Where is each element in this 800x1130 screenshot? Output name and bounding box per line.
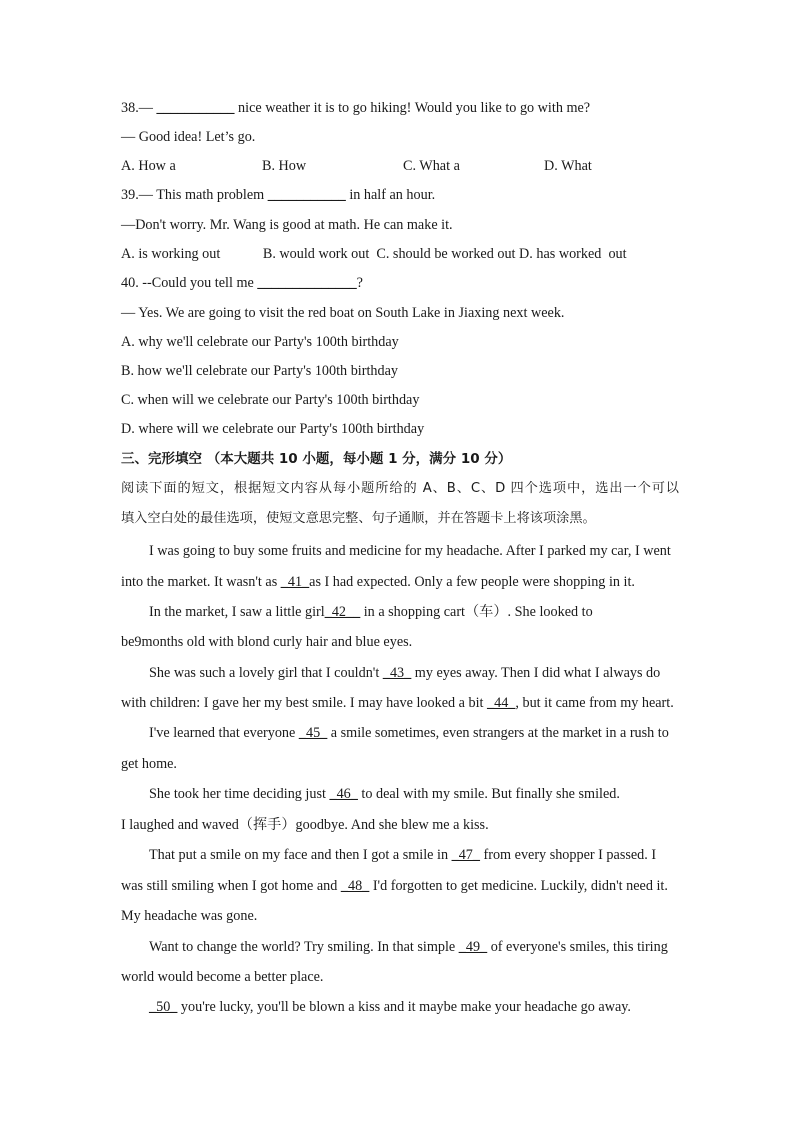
passage-p5-line1: She took her time deciding just _46_ to deal with my smile. But finally she smiled. bbox=[149, 786, 620, 802]
passage-p7-line2: world would become a better place. bbox=[121, 969, 324, 985]
passage-p3-line1: She was such a lovely girl that I couldn't _43_ my eyes away. Then I did what I always do bbox=[149, 665, 661, 681]
blank-42: _42__ bbox=[324, 604, 361, 620]
q40-option-d: D. where will we celebrate our Party's 100th birthday bbox=[121, 421, 425, 437]
passage-p5-line2: I laughed and waved（挥手）goodbye. And she blew me a kiss. bbox=[121, 817, 489, 833]
q38-blank: ___________ bbox=[156, 100, 235, 116]
passage-p4-line1: I've learned that everyone _45_ a smile sometimes, even strangers at the market in a rush to bbox=[149, 725, 669, 741]
section-instructions-line2: 填入空白处的最佳选项，使短文意思完整、句子通顺，并在答题卡上将该项涂黑。 bbox=[121, 511, 596, 526]
passage-p4-line2: get home. bbox=[121, 756, 177, 772]
blank-47: _47_ bbox=[451, 847, 480, 863]
passage-p2-line1: In the market, I saw a little girl_42__ in a shopping cart（车）. She looked to bbox=[149, 604, 593, 620]
q38-option-a: A. How a bbox=[121, 158, 176, 174]
passage-p6-line2: was still smiling when I got home and _48_ I'd forgotten to get medicine. Luckily, didn't need it. bbox=[121, 878, 668, 894]
q38-stem: 38.— ___________ nice weather it is to go hiking! Would you like to go with me? bbox=[121, 100, 591, 116]
q40-option-c: C. when will we celebrate our Party's 100th birthday bbox=[121, 392, 420, 408]
q39-blank: ___________ bbox=[267, 187, 346, 203]
passage-p3-line2: with children: I gave her my best smile. I may have looked a bit _44_, but it came from my heart. bbox=[121, 695, 674, 711]
q39-stem: 39.— This math problem ___________ in half an hour. bbox=[121, 187, 436, 203]
q40-option-b: B. how we'll celebrate our Party's 100th birthday bbox=[121, 363, 398, 379]
blank-41: _41_ bbox=[280, 574, 310, 590]
blank-45: _45_ bbox=[298, 725, 328, 741]
q40-stem: 40. --Could you tell me ______________? bbox=[121, 275, 363, 291]
blank-48: _48_ bbox=[340, 878, 370, 894]
passage-p2-line2: be9months old with blond curly hair and blue eyes. bbox=[121, 634, 413, 650]
q40-reply: — Yes. We are going to visit the red boat on South Lake in Jiaxing next week. bbox=[121, 305, 565, 321]
blank-43: _43_ bbox=[382, 665, 412, 681]
passage-p6-line3: My headache was gone. bbox=[121, 908, 258, 924]
blank-44: _44_ bbox=[487, 695, 516, 711]
q40-blank: ______________ bbox=[257, 275, 357, 291]
q39-reply: —Don't worry. Mr. Wang is good at math. He can make it. bbox=[121, 217, 453, 233]
blank-46: _46_ bbox=[329, 786, 358, 802]
blank-50: _50_ bbox=[149, 999, 178, 1015]
passage-p1-line1: I was going to buy some fruits and medicine for my headache. After I parked my car, I went bbox=[149, 543, 671, 559]
q38-option-d: D. What bbox=[544, 158, 592, 174]
section-heading: 三、完形填空 （本大题共 10 小题，每小题 1 分，满分 10 分） bbox=[121, 451, 512, 467]
passage-p1-line2: into the market. It wasn't as _41_as I had expected. Only a few people were shopping in it. bbox=[121, 574, 635, 590]
section-instructions-line1: 阅读下面的短文，根据短文内容从每小题所给的 A、B、C、D 四个选项中，选出一个可以 bbox=[121, 481, 679, 496]
q40-option-a: A. why we'll celebrate our Party's 100th birthday bbox=[121, 334, 399, 350]
blank-49: _49_ bbox=[458, 939, 488, 955]
passage-p7-line1: Want to change the world? Try smiling. In that simple _49_ of everyone's smiles, this tiring bbox=[149, 939, 668, 955]
passage-p6-line1: That put a smile on my face and then I got a smile in _47_ from every shopper I passed. I bbox=[149, 847, 657, 863]
q38-options bbox=[121, 157, 592, 175]
q38-option-c: C. What a bbox=[403, 158, 460, 174]
q39-options: A. is working out B. would work out C. should be worked out D. has worked out bbox=[121, 246, 627, 262]
q38-option-b: B. How bbox=[262, 158, 307, 174]
q38-reply: — Good idea! Let’s go. bbox=[121, 129, 256, 145]
passage-p8-line1: _50_ you're lucky, you'll be blown a kiss and it maybe make your headache go away. bbox=[149, 999, 631, 1015]
